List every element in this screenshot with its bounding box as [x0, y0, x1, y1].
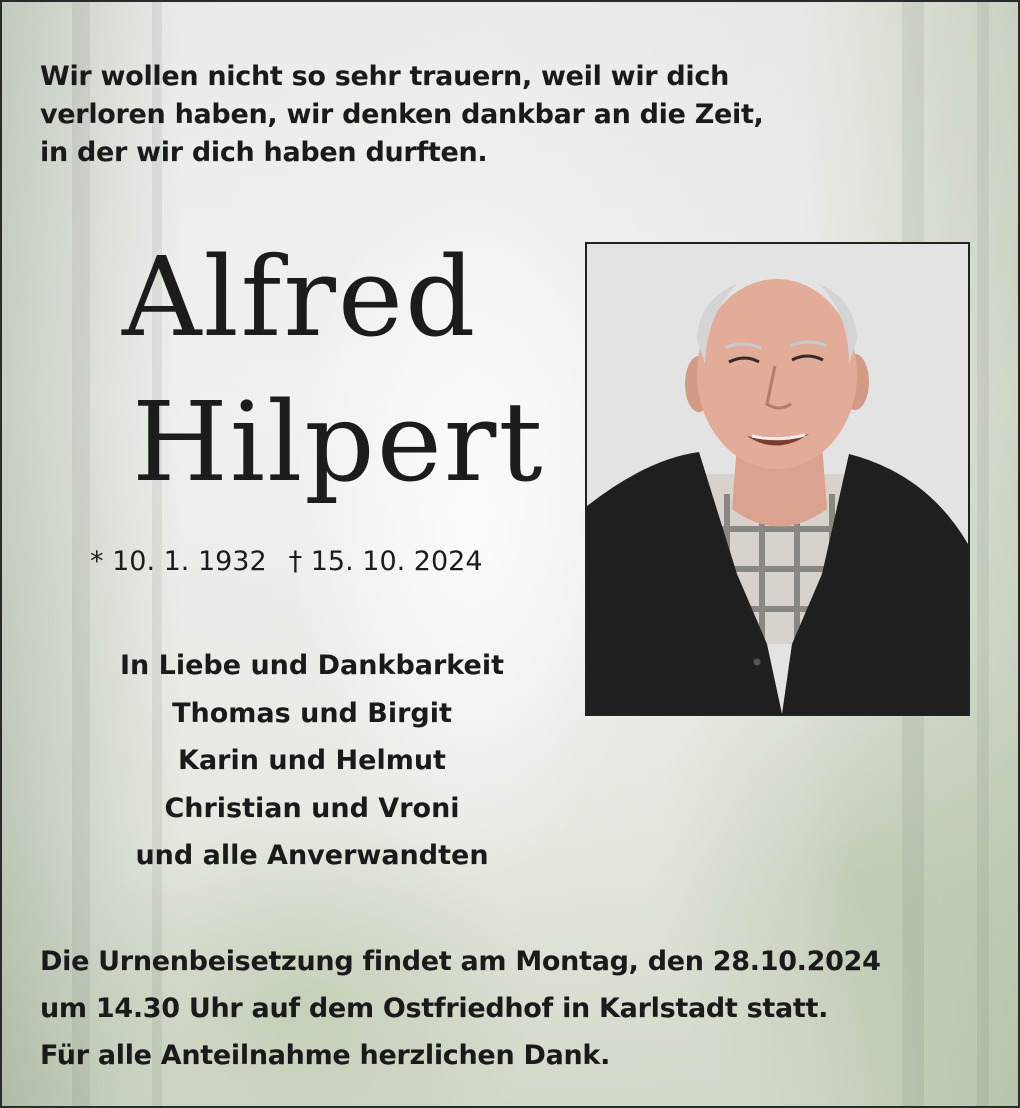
death-date: † 15. 10. 2024 [288, 546, 483, 577]
family-line: Karin und Helmut [178, 745, 446, 776]
cardigan-button [754, 659, 761, 666]
family-line: In Liebe und Dankbarkeit [119, 650, 505, 681]
first-name: Alfred [122, 233, 478, 361]
family-signature [72, 642, 552, 880]
family-line: Christian und Vroni [164, 792, 460, 824]
memorial-quote [40, 58, 860, 172]
portrait-photo [585, 242, 970, 716]
life-dates [90, 546, 550, 577]
notice-line: Die Urnenbeisetzung findet am Montag, den 28.10.2024 [40, 946, 881, 977]
quote-line: in der wir dich haben durften. [40, 137, 488, 168]
family-line: und alle Anverwandten [135, 840, 489, 871]
family-line: Thomas und Birgit [172, 697, 452, 729]
notice-line: Für alle Anteilnahme herzlichen Dank. [40, 1040, 611, 1071]
last-name: Hilpert [132, 378, 545, 506]
notice-line: um 14.30 Uhr auf dem Ostfriedhof in Karlstadt statt. [40, 993, 829, 1024]
quote-line: verloren haben, wir denken dankbar an die Zeit, [40, 99, 764, 130]
portrait-illustration [587, 244, 968, 714]
funeral-notice [40, 938, 1000, 1079]
quote-line: Wir wollen nicht so sehr trauern, weil wir dich [40, 61, 729, 92]
birth-date: * 10. 1. 1932 [90, 546, 267, 577]
